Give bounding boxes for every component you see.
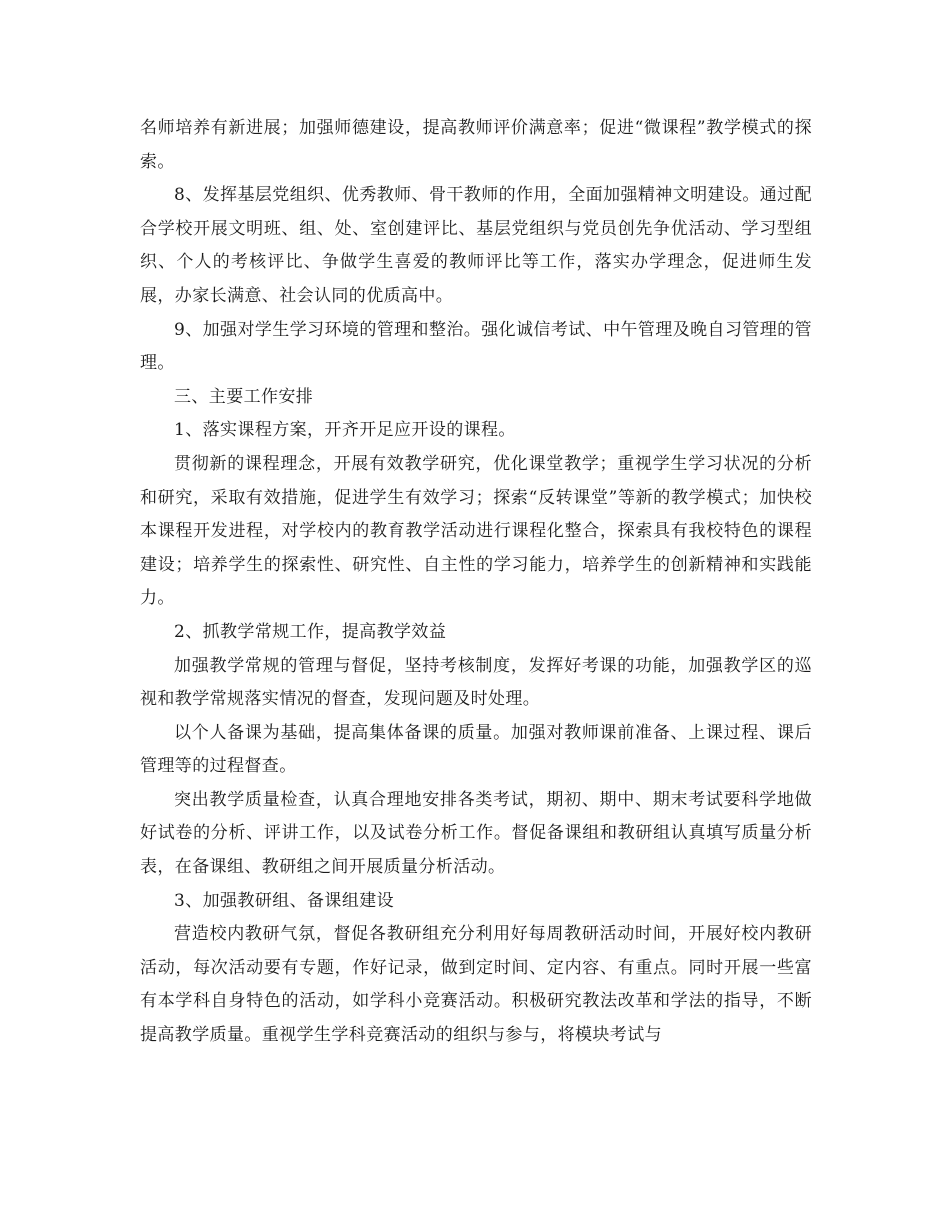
paragraph-curriculum: 贯彻新的课程理念，开展有效教学研究，优化课堂教学；重视学生学习状况的分析和研究，采取有效措施，促进学生有效学习；探索“反转课堂”等新的教学模式；加快校本课程开发进程，对学校内的教育教学活动进行课程化整合，探索具有我校特色的课程建设；培养学生的探索性、研究性、自主性的学习能力，培养学生的创新精神和实践能力。 bbox=[140, 453, 812, 609]
section-heading-main-work: 三、主要工作安排 bbox=[174, 386, 314, 407]
paragraph-research-groups: 营造校内教研气氛，督促各教研组充分利用好每周教研活动时间，开展好校内教研活动，每次活动要有专题，作好记录，做到定时间、定内容、有重点。同时开展一些富有本学科自身特色的活动，如学科小竞赛活动。积极研究教法改革和学法的指导，不断提高教学质量。重视学生学科竞赛活动的组织与参与，将模块考试与 bbox=[140, 924, 812, 1046]
paragraph-item-9: 9、加强对学生学习环境的管理和整治。强化诚信考试、中午管理及晚自习管理的管理。 bbox=[140, 319, 812, 374]
paragraph-teaching-routine-2: 以个人备课为基础，提高集体备课的质量。加强对教师课前准备、上课过程、课后管理等的过程督查。 bbox=[140, 722, 812, 777]
document-body bbox=[140, 112, 812, 1053]
paragraph-teaching-routine-3: 突出教学质量检查，认真合理地安排各类考试，期初、期中、期末考试要科学地做好试卷的分析、评讲工作，以及试卷分析工作。督促备课组和教研组认真填写质量分析表，在备课组、教研组之间开展质量分析活动。 bbox=[140, 789, 812, 878]
subheading-teaching-routine: 2、抓教学常规工作，提高教学效益 bbox=[174, 621, 447, 642]
paragraph-item-8: 8、发挥基层党组织、优秀教师、骨干教师的作用，全面加强精神文明建设。通过配合学校开展文明班、组、处、室创建评比、基层党组织与党员创先争优活动、学习型组织、个人的考核评比、争做学生喜爱的教师评比等工作，落实办学理念，促进师生发展，办家长满意、社会认同的优质高中。 bbox=[140, 185, 812, 306]
paragraph-teaching-routine-1: 加强教学常规的管理与督促，坚持考核制度，发挥好考课的功能，加强教学区的巡视和教学常规落实情况的督查，发现问题及时处理。 bbox=[140, 655, 812, 710]
subheading-curriculum: 1、落实课程方案，开齐开足应开设的课程。 bbox=[174, 420, 516, 441]
paragraph-continuation: 名师培养有新进展；加强师德建设，提高教师评价满意率；促进“微课程”教学模式的探索。 bbox=[140, 118, 812, 172]
subheading-research-groups: 3、加强教研组、备课组建设 bbox=[174, 890, 395, 911]
